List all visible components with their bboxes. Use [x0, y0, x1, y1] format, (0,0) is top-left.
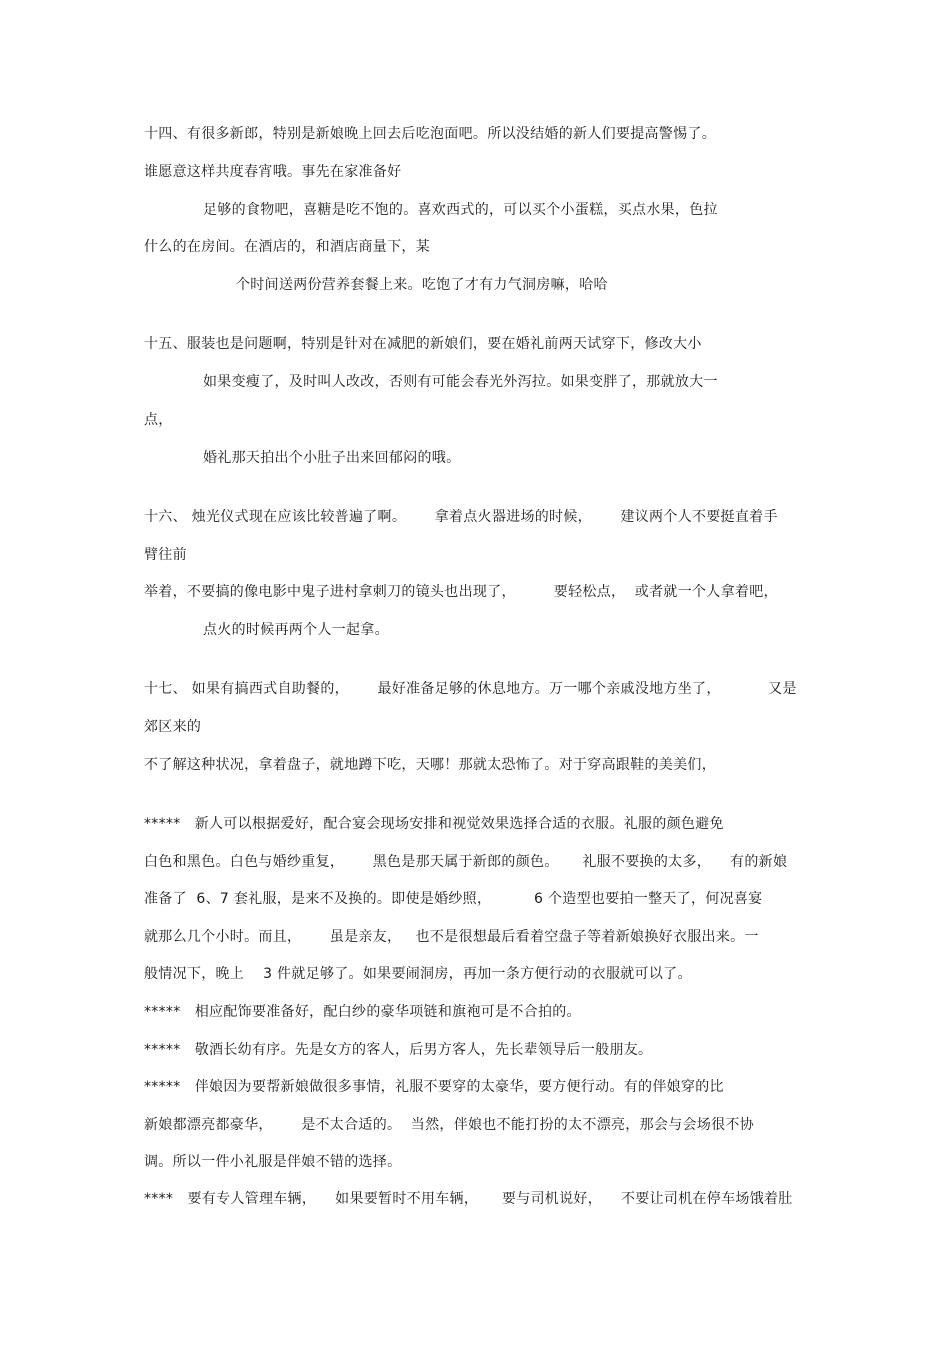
text-line: 十五、服装也是问题啊，特别是针对在减肥的新娘们，要在婚礼前两天试穿下，修改大小: [144, 336, 702, 352]
text-line: 白色和黑色。白色与婚纱重复， 黑色是那天属于新郎的颜色。 礼服不要换的太多， 有的新娘: [144, 854, 788, 870]
text-line: 臂往前: [144, 547, 187, 563]
text-line: ***** 新人可以根据爱好，配合宴会现场安排和视觉效果选择合适的衣服。礼服的颜色避免: [144, 816, 724, 832]
text-line: 足够的食物吧，喜糖是吃不饱的。喜欢西式的，可以买个小蛋糕，买点水果，色拉: [203, 202, 718, 218]
text-line: **** 要有专人管理车辆， 如果要暂时不用车辆， 要与司机说好， 不要让司机在停车场饿着肚: [144, 1191, 793, 1207]
text-line: 个时间送两份营养套餐上来。吃饱了才有力气洞房嘛，哈哈: [236, 277, 608, 293]
text-line: 调。所以一件小礼服是伴娘不错的选择。: [144, 1154, 402, 1170]
text-line: 郊区来的: [144, 719, 202, 735]
text-line: 点火的时候再两个人一起拿。: [203, 622, 389, 638]
text-line: 点，: [144, 412, 173, 428]
text-line: 如果变瘦了，及时叫人改改，否则有可能会春光外泻拉。如果变胖了，那就放大一: [203, 374, 718, 390]
text-line: 婚礼那天拍出个小肚子出来回郁闷的哦。: [203, 450, 461, 466]
text-line: 不了解这种状况，拿着盘子，就地蹲下吃，天哪！那就太恐怖了。对于穿高跟鞋的美美们，: [144, 757, 716, 773]
text-line: 十六、 烛光仪式现在应该比较普遍了啊。 拿着点火器进场的时候， 建议两个人不要挺直着手: [144, 509, 778, 525]
text-line: 十七、 如果有搞西式自助餐的， 最好准备足够的休息地方。万一哪个亲戚没地方坐了， 又是: [144, 681, 797, 697]
text-line: 十四、有很多新郎，特别是新娘晚上回去后吃泡面吧。所以没结婚的新人们要提高警惕了。: [144, 126, 716, 142]
text-line: 谁愿意这样共度春宵哦。事先在家准备好: [144, 164, 402, 180]
text-line: 准备了 6、7 套礼服，是来不及换的。即使是婚纱照， 6 个造型也要拍一整天了，何况喜宴: [144, 891, 763, 907]
text-line: ***** 相应配饰要准备好，配白纱的豪华项链和旗袍可是不合拍的。: [144, 1004, 581, 1020]
text-line: 什么的在房间。在酒店的，和酒店商量下，某: [144, 239, 430, 255]
text-line: 新娘都漂亮都豪华， 是不太合适的。 当然，伴娘也不能打扮的太不漂亮，那会与会场很不协: [144, 1117, 754, 1133]
text-line: 举着，不要搞的像电影中鬼子进村拿刺刀的镜头也出现了， 要轻松点， 或者就一个人拿着吧，: [144, 584, 778, 600]
text-line: ***** 敬酒长幼有序。先是女方的客人，后男方客人，先长辈领导后一般朋友。: [144, 1042, 653, 1058]
text-line: 就那么几个小时。而且， 虽是亲友， 也不是很想最后看着空盘子等着新娘换好衣服出来。一: [144, 929, 759, 945]
text-line: ***** 伴娘因为要帮新娘做很多事情，礼服不要穿的太豪华，要方便行动。有的伴娘穿的比: [144, 1079, 724, 1095]
text-line: 般情况下，晚上 3 件就足够了。如果要闹洞房，再加一条方便行动的衣服就可以了。: [144, 966, 692, 982]
